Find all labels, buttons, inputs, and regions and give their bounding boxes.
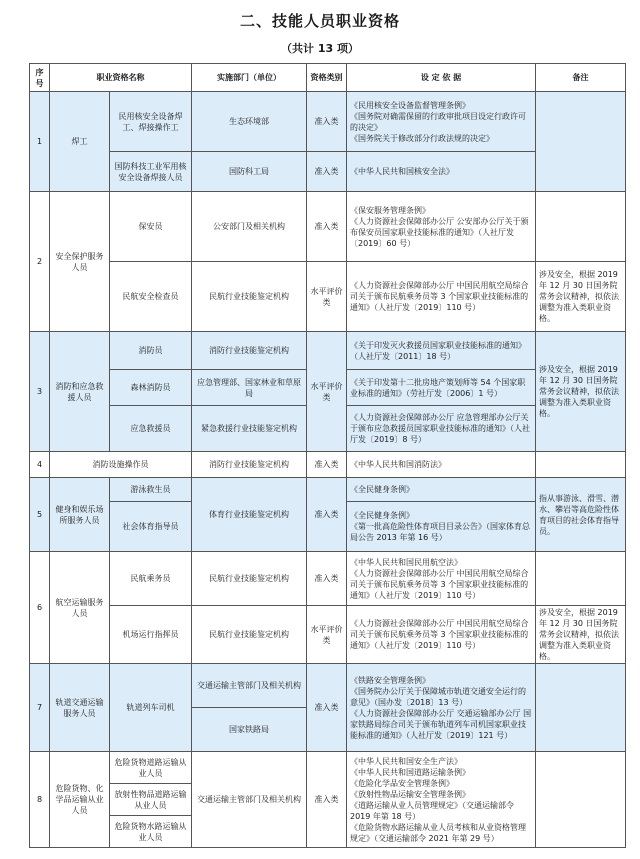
basis-item: 《道路运输从业人员管理规定》（交通运输部令 2019 年第 18 号）: [350, 800, 514, 821]
basis-item: 《人力资源社会保障部办公厅 中国民用航空局综合司关于颁布民航乘务员等 3 个国家职业技能标准的通知》（人社厅发〔2019〕110 号）: [350, 568, 529, 600]
row-number: 1: [30, 92, 50, 192]
table-row: [30, 92, 626, 152]
category-cell: 准入类: [307, 478, 347, 552]
basis-cell: [347, 606, 536, 664]
qualification-name: 安全保护服务人员: [50, 192, 110, 332]
page-title: 二、技能人员职业资格: [239, 12, 400, 30]
row-number: 5: [30, 478, 50, 552]
sub-qualification: 游泳救生员: [110, 478, 192, 502]
basis-item: 《国务院办公厅关于保障城市轨道交通安全运行的意见》（国办发〔2018〕13 号）: [350, 686, 526, 707]
category-cell: 准入类: [307, 92, 347, 152]
table-row: [30, 478, 626, 502]
basis-item: 《第一批高危险性体育项目目录公告》（国家体育总局公告 2013 年第 16 号）: [350, 522, 530, 542]
header-dept: 实施部门（单位）: [192, 64, 307, 92]
basis-item: 《人力资源社会保障部办公厅 中国民用航空局综合司关于颁布民航乘务员等 3 个国家职业技能标准的通知》（人社厅发〔2019〕110 号）: [350, 619, 529, 650]
basis-cell: [347, 332, 536, 370]
basis-cell: [347, 406, 536, 452]
remarks-cell: 涉及安全，根据 2019 年 12 月 30 日国务院常务会议精神，拟依法调整为准入类职业资格。: [536, 606, 626, 664]
basis-item: 《危险化学品安全管理条例》: [350, 778, 454, 788]
qualification-name: 轨道交通运输服务人员: [50, 664, 110, 752]
dept-cell: 应急管理部、国家林业和草原局: [192, 370, 307, 406]
sub-qualification: 民航乘务员: [110, 552, 192, 606]
dept-cell: 交通运输主管部门及相关机构: [192, 752, 307, 848]
basis-item: 《关于印发第十二批房地产策划师等 54 个国家职业标准的通知》（劳社厅发〔2006〕1 号）: [350, 377, 526, 398]
header-category: 资格类别: [307, 64, 347, 92]
basis-cell: [347, 664, 536, 752]
basis-item: 《全民健身条例》: [350, 511, 414, 520]
basis-item: 《民用核安全设备监督管理条例》: [350, 100, 470, 110]
qualification-name: 危险货物、化学品运输从业人员: [50, 752, 110, 848]
basis-item: 《中华人民共和国消防法》: [350, 460, 446, 469]
sub-qualification: 危险货物道路运输从业人员: [110, 752, 192, 784]
sub-qualification: 放射性物品道路运输从业人员: [110, 784, 192, 816]
category-cell: 准入类: [307, 452, 347, 478]
table-row: [30, 452, 626, 478]
category-cell: 水平评价类: [307, 606, 347, 664]
qualification-name: 消防设施操作员: [50, 452, 192, 478]
basis-cell: [347, 92, 536, 152]
remarks-cell: [536, 752, 626, 848]
row-number: 3: [30, 332, 50, 452]
row-number: 2: [30, 192, 50, 332]
table-row: [30, 192, 626, 262]
dept-cell: 国防科工局: [192, 152, 307, 192]
table-row: [30, 332, 626, 370]
sub-qualification: 消防员: [110, 332, 192, 370]
qualification-name: 消防和应急救援人员: [50, 332, 110, 452]
sub-qualification: 森林消防员: [110, 370, 192, 406]
remarks-cell: 指从事游泳、滑雪、潜水、攀岩等高危险性体育项目的社会体育指导员。: [536, 478, 626, 552]
sub-qualification: 国防科技工业军用核安全设备焊接人员: [110, 152, 192, 192]
dept-cell: 国家铁路局: [192, 708, 307, 752]
basis-item: 《人力资源社会保障部办公厅 中国民用航空局综合司关于颁布民航乘务员等 3 个国家职业技能标准的通知》（人社厅发〔2019〕110 号）: [350, 281, 529, 312]
row-number: 4: [30, 452, 50, 478]
table-header-row: [30, 64, 626, 92]
dept-cell: 消防行业技能鉴定机构: [192, 452, 307, 478]
basis-cell: [347, 752, 536, 848]
qualification-name: 健身和娱乐场所服务人员: [50, 478, 110, 552]
basis-item: 《中华人民共和国核安全法》: [350, 167, 454, 176]
category-cell: 水平评价类: [307, 332, 347, 452]
row-number: 6: [30, 552, 50, 664]
dept-cell: 民航行业技能鉴定机构: [192, 262, 307, 332]
basis-item: 《中华人民共和国道路运输条例》: [350, 767, 470, 777]
basis-item: 《国务院对确需保留的行政审批项目设定行政许可的决定》: [350, 111, 526, 132]
sub-qualification: 应急救援员: [110, 406, 192, 452]
basis-cell: [347, 192, 536, 262]
row-number: 8: [30, 752, 50, 848]
remarks-cell: 涉及安全，根据 2019 年 12 月 30 日国务院常务会议精神，拟依法调整为准入类职业资格。: [536, 262, 626, 332]
basis-cell: [347, 452, 536, 478]
dept-cell: 消防行业技能鉴定机构: [192, 332, 307, 370]
remarks-cell: [536, 552, 626, 606]
basis-item: 《人力资源社会保障部办公厅 公安部办公厅关于颁布保安员国家职业技能标准的通知》（人社厅发〔2019〕60 号）: [350, 216, 529, 248]
basis-item: 《中华人民共和国安全生产法》: [350, 756, 462, 766]
header-no: 序号: [30, 64, 50, 92]
table-row: [30, 664, 626, 708]
basis-item: 《关于印发灭火救援员国家职业技能标准的通知》（人社厅发〔2011〕18 号）: [350, 340, 526, 361]
basis-item: 《全民健身条例》: [350, 485, 414, 494]
sub-qualification: 民航安全检查员: [110, 262, 192, 332]
remarks-cell: [536, 452, 626, 478]
basis-cell: [347, 502, 536, 552]
category-cell: 准入类: [307, 552, 347, 606]
category-cell: 准入类: [307, 152, 347, 192]
category-cell: 准入类: [307, 192, 347, 262]
basis-cell: [347, 552, 536, 606]
page-subtitle: （共计 13 项）: [281, 42, 359, 55]
table-row: [30, 552, 626, 606]
sub-qualification: 社会体育指导员: [110, 502, 192, 552]
dept-cell: 民航行业技能鉴定机构: [192, 552, 307, 606]
basis-item: 《保安服务管理条例》: [350, 205, 430, 215]
sub-qualification: 危险货物水路运输从业人员: [110, 816, 192, 848]
basis-cell: [347, 370, 536, 406]
sub-qualification: 民用核安全设备焊工、焊接操作工: [110, 92, 192, 152]
basis-item: 《放射性物品运输安全管理条例》: [350, 789, 470, 799]
basis-item: 《人力资源社会保障部办公厅 应急管理部办公厅关于颁布应急救援员国家职业技能标准的通知》（人社厅发〔2019〕8 号）: [350, 413, 530, 444]
basis-cell: [347, 152, 536, 192]
table-row: [30, 262, 626, 332]
dept-cell: 交通运输主管部门及相关机构: [192, 664, 307, 708]
qualification-name: 航空运输服务人员: [50, 552, 110, 664]
basis-item: 《人力资源社会保障部办公厅 交通运输部办公厅 国家铁路局综合司关于颁布轨道列车司机国家职业技能标准的通知》（人社厅发〔2019〕121 号）: [350, 708, 532, 740]
qualification-table: [29, 63, 626, 848]
header-remarks: 备注: [536, 64, 626, 92]
sub-qualification: 轨道列车司机: [110, 664, 192, 752]
basis-item: 《铁路安全管理条例》: [350, 675, 430, 685]
basis-item: 《中华人民共和国民用航空法》: [350, 557, 462, 567]
sub-qualification: 保安员: [110, 192, 192, 262]
dept-cell: 紧急救援行业技能鉴定机构: [192, 406, 307, 452]
qualification-name: 焊工: [50, 92, 110, 192]
dept-cell: 民航行业技能鉴定机构: [192, 606, 307, 664]
basis-cell: [347, 262, 536, 332]
basis-item: 《国务院关于修改部分行政法规的决定》: [350, 133, 494, 143]
basis-cell: [347, 478, 536, 502]
remarks-cell: [536, 192, 626, 262]
dept-cell: 生态环境部: [192, 92, 307, 152]
table-row: [30, 752, 626, 784]
category-cell: 准入类: [307, 664, 347, 752]
dept-cell: 体育行业技能鉴定机构: [192, 478, 307, 552]
remarks-cell: 涉及安全，根据 2019 年 12 月 30 日国务院常务会议精神，拟依法调整为准入类职业资格。: [536, 332, 626, 452]
category-cell: 准入类: [307, 752, 347, 848]
remarks-cell: [536, 92, 626, 192]
remarks-cell: [536, 664, 626, 752]
basis-item: 《危险货物水路运输从业人员考核和从业资格管理规定》（交通运输部令 2021 年第 29 号）: [350, 822, 526, 843]
table-row: [30, 606, 626, 664]
header-basis: 设 定 依 据: [347, 64, 536, 92]
header-name: 职业资格名称: [50, 64, 192, 92]
row-number: 7: [30, 664, 50, 752]
dept-cell: 公安部门及相关机构: [192, 192, 307, 262]
sub-qualification: 机场运行指挥员: [110, 606, 192, 664]
category-cell: 水平评价类: [307, 262, 347, 332]
